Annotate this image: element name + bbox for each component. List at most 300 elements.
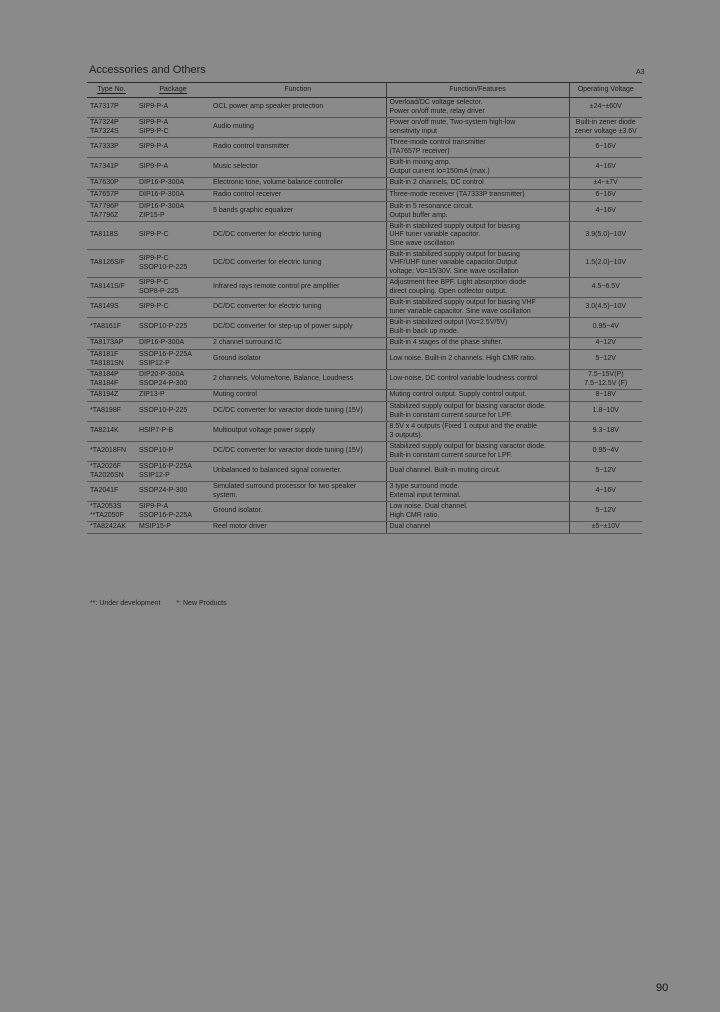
cell-voltage	[569, 442, 642, 462]
cell-type-no-line: TA8194Z	[90, 391, 119, 399]
cell-features-line: direct coupling. Open collector output.	[389, 287, 508, 295]
cell-package-line: SIP9-P-C	[139, 127, 169, 135]
table-row	[87, 202, 642, 222]
table-row	[87, 318, 642, 338]
cell-package-line: SSOP10-P-225	[139, 407, 188, 415]
cell-features	[386, 502, 569, 522]
cell-features	[386, 250, 569, 278]
cell-package-line: SSOP10-P	[139, 447, 174, 455]
cell-voltage-line: 5~12V	[595, 507, 616, 515]
cell-voltage-line: ±24~±60V	[589, 103, 622, 111]
cell-type-no-line: TA7333P	[90, 143, 119, 151]
table-row	[87, 338, 642, 350]
cell-features-line: Output current Io=150mA (max.)	[389, 167, 490, 175]
cell-features-line: Low-noise, DC control variable loudness control	[389, 375, 538, 383]
table-row	[87, 138, 642, 158]
cell-function-line: system.	[213, 491, 238, 499]
cell-function-line: Music selector	[213, 163, 258, 171]
cell-function	[210, 338, 386, 350]
cell-type-no	[87, 222, 136, 250]
cell-function	[210, 442, 386, 462]
cell-function-line: DC/DC converter for step-up of power supply	[213, 323, 353, 331]
cell-package	[136, 422, 210, 442]
cell-function-line: 2 channel surround IC	[213, 339, 282, 347]
cell-function	[210, 190, 386, 202]
cell-voltage-line: 5~12V	[595, 467, 616, 475]
cell-voltage	[569, 462, 642, 482]
cell-type-no-line: TA2041F	[90, 487, 119, 495]
table-row	[87, 178, 642, 190]
product-table	[87, 82, 642, 534]
cell-function-line: Electronic tone, volume balance controller	[213, 179, 343, 187]
cell-voltage-line: ±4~±7V	[593, 179, 618, 187]
cell-package-line: SSOP16-P-225A	[139, 351, 192, 359]
cell-type-no-line: *TA2053S	[90, 503, 122, 511]
cell-voltage	[569, 350, 642, 370]
cell-function	[210, 462, 386, 482]
cell-package-line: SIP9-P-A	[139, 163, 169, 171]
cell-features	[386, 178, 569, 190]
cell-package	[136, 370, 210, 390]
cell-type-no-line: **TA2050F	[90, 511, 124, 519]
cell-type-no	[87, 250, 136, 278]
cell-function	[210, 502, 386, 522]
cell-type-no	[87, 350, 136, 370]
cell-package-line: SIP9-P-C	[139, 231, 169, 239]
cell-type-no-line: TA7796P	[90, 203, 119, 211]
cell-type-no	[87, 422, 136, 442]
column-header-features: Function/Features	[386, 83, 569, 98]
cell-type-no	[87, 118, 136, 138]
cell-package	[136, 250, 210, 278]
cell-voltage	[569, 522, 642, 534]
cell-voltage	[569, 138, 642, 158]
cell-voltage-line: 0.95~4V	[592, 323, 619, 331]
cell-package	[136, 522, 210, 534]
cell-type-no	[87, 298, 136, 318]
table-row	[87, 462, 642, 482]
cell-features-line: Extemal input terminal.	[389, 491, 461, 499]
cell-features	[386, 422, 569, 442]
cell-function	[210, 98, 386, 118]
cell-features-line: VHF/UHF tuner variable capacitor.Output	[389, 259, 518, 267]
cell-function-line: DC/DC converter for electric tuning	[213, 303, 322, 311]
cell-features-line: 3 type surround mode.	[389, 483, 460, 491]
cell-package-line: SSOP16-P-225A	[139, 463, 192, 471]
cell-features	[386, 522, 569, 534]
cell-package	[136, 98, 210, 118]
cell-features	[386, 298, 569, 318]
cell-voltage	[569, 250, 642, 278]
cell-function-line: DC/DC converter for varactor diode tuning (15V)	[213, 447, 363, 455]
cell-type-no	[87, 502, 136, 522]
footnote-under-development: **: Under development	[90, 600, 161, 607]
cell-function	[210, 318, 386, 338]
cell-voltage-line: 6~16V	[595, 191, 616, 199]
cell-features-line: Power on/off mute, relay driver	[389, 107, 485, 115]
column-header-voltage: Operating Voltage	[569, 83, 642, 98]
cell-features-line: Built-in stabilized supply output for biasing VHF	[389, 299, 536, 307]
cell-function	[210, 298, 386, 318]
cell-features-line: Built-in stabilized supply output for biasing	[389, 251, 520, 259]
cell-package-line: SIP9-P-A	[139, 119, 169, 127]
cell-package	[136, 202, 210, 222]
cell-features-line: Dual channel. Built-in muting circuit.	[389, 467, 501, 475]
cell-features-line: voltage: Vo=15/30V. Sine wave oscillation	[389, 267, 519, 275]
cell-package-line: SIP9-P-C	[139, 255, 169, 263]
cell-package-line: DIP16-P-300A	[139, 339, 185, 347]
page-number: 90	[656, 982, 669, 994]
cell-type-no-line: TA8214K	[90, 427, 119, 435]
cell-features	[386, 222, 569, 250]
table-row	[87, 98, 642, 118]
cell-package	[136, 278, 210, 298]
cell-features	[386, 370, 569, 390]
cell-voltage	[569, 370, 642, 390]
cell-function	[210, 402, 386, 422]
cell-features-line: Overload/DC voltage selector.	[389, 99, 483, 107]
cell-function	[210, 422, 386, 442]
cell-package-line: DIP16-P-300A	[139, 179, 185, 187]
table-row	[87, 250, 642, 278]
cell-function-line: Infrared rays remote control pre amplifier	[213, 283, 340, 291]
cell-features-line: Built-in 4 stages of the phase shifter.	[389, 339, 503, 347]
cell-package	[136, 442, 210, 462]
cell-features	[386, 158, 569, 178]
cell-type-no-line: TA8149S	[90, 303, 119, 311]
cell-voltage-line: 3.9(5.0)~10V	[585, 231, 627, 239]
cell-voltage-line: 4.5~6.5V	[591, 283, 620, 291]
cell-voltage-line: Built-in zener diode	[575, 119, 636, 127]
cell-features-line: (TA7657P receiver)	[389, 147, 450, 155]
cell-function-line: Reel motor driver	[213, 523, 267, 531]
cell-function-line: Muting control	[213, 391, 257, 399]
cell-package	[136, 350, 210, 370]
cell-type-no-line: TA7324P	[90, 119, 119, 127]
cell-package-line: SIP9-P-A	[139, 103, 169, 111]
cell-features	[386, 318, 569, 338]
cell-package-line: SSOP24-P-300	[139, 379, 188, 387]
cell-type-no	[87, 178, 136, 190]
cell-package-line: SSIP12-P	[139, 471, 170, 479]
cell-features	[386, 118, 569, 138]
cell-type-no-line: TA7796Z	[90, 211, 119, 219]
cell-package-line: HSIP7-P-B	[139, 427, 174, 435]
cell-features	[386, 202, 569, 222]
cell-voltage-line: zener voltage ±3.6V	[574, 127, 637, 135]
footnotes	[90, 600, 241, 607]
cell-package	[136, 502, 210, 522]
cell-features	[386, 278, 569, 298]
cell-features	[386, 138, 569, 158]
cell-type-no	[87, 482, 136, 502]
cell-function-line: Ground isolator	[213, 355, 261, 363]
cell-features	[386, 338, 569, 350]
cell-package	[136, 158, 210, 178]
cell-features	[386, 462, 569, 482]
cell-type-no	[87, 318, 136, 338]
cell-type-no	[87, 462, 136, 482]
cell-voltage	[569, 158, 642, 178]
cell-features-line: Built-in constant current source for LPF.	[389, 411, 513, 419]
cell-function	[210, 178, 386, 190]
cell-function-line: Radio control transmitter	[213, 143, 290, 151]
cell-type-no-line: TA8184F	[90, 379, 119, 387]
cell-package-line: SSOP16-P-225A	[139, 511, 192, 519]
cell-features-line: Low noise. Dual channel.	[389, 503, 468, 511]
cell-features-line: Built-in 2 channels, DC control	[389, 179, 484, 187]
cell-function	[210, 278, 386, 298]
cell-function	[210, 202, 386, 222]
cell-package-line: SIP9-P-A	[139, 503, 169, 511]
cell-voltage-line: 4~16V	[595, 163, 616, 171]
cell-function-line: Audio muting	[213, 123, 254, 131]
cell-type-no-line: TA8184P	[90, 371, 119, 379]
cell-type-no	[87, 522, 136, 534]
cell-features-line: Built-in stabilized output (Vo=2.5V/5V)	[389, 319, 508, 327]
table-row	[87, 422, 642, 442]
cell-function-line: 2 channels, Volume/tone, Balance, Loudness	[213, 375, 354, 383]
cell-voltage	[569, 298, 642, 318]
cell-voltage-line: 7.5~15V(P)	[587, 371, 624, 379]
cell-voltage-line: 7.5~12.5V (F)	[584, 379, 628, 387]
cell-features-line: High CMR ratio.	[389, 511, 440, 519]
cell-type-no	[87, 442, 136, 462]
cell-voltage-line: 1.5(2.0)~10V	[585, 259, 627, 267]
cell-package-line: DIP20-P-300A	[139, 371, 185, 379]
cell-voltage-line: 9.3~18V	[592, 427, 619, 435]
cell-features-line: Stabilized supply output for biasing varactor diode.	[389, 403, 546, 411]
cell-features-line: Built-in back up mode.	[389, 327, 459, 335]
cell-function-line: Unbalanced to balanced signal converter.	[213, 467, 342, 475]
cell-type-no	[87, 190, 136, 202]
cell-function-line: Multioutput voltage power supply	[213, 427, 315, 435]
cell-type-no	[87, 98, 136, 118]
cell-type-no-line: TA8141S/F	[90, 283, 125, 291]
cell-function	[210, 350, 386, 370]
cell-package	[136, 318, 210, 338]
cell-type-no-line: TA8181SN	[90, 359, 124, 367]
cell-voltage-line: 0.95~4V	[592, 447, 619, 455]
cell-package	[136, 482, 210, 502]
cell-function-line: OCL power amp speaker protection	[213, 103, 324, 111]
cell-package	[136, 118, 210, 138]
cell-function-line: DC/DC converter for varactor diode tuning (15V)	[213, 407, 363, 415]
cell-type-no	[87, 138, 136, 158]
cell-type-no-line: TA8173AP	[90, 339, 124, 347]
cell-features-line: Built-in 5 resonance circuit.	[389, 203, 474, 211]
cell-package	[136, 462, 210, 482]
cell-function	[210, 390, 386, 402]
cell-voltage-line: 5~12V	[595, 355, 616, 363]
cell-package	[136, 138, 210, 158]
cell-voltage-line: 6~16V	[595, 143, 616, 151]
cell-type-no	[87, 370, 136, 390]
cell-features-line: Three-mode control transmitter	[389, 139, 486, 147]
section-code: A3	[636, 69, 645, 76]
cell-features-line: Adjustment free BPF. Light absorption diode	[389, 279, 527, 287]
cell-features-line: Three-mode receiver (TA7333P transmitter)	[389, 191, 525, 199]
cell-voltage	[569, 118, 642, 138]
cell-voltage-line: 4~16V	[595, 487, 616, 495]
cell-features-line: Sine wave oscillation	[389, 239, 455, 247]
cell-package-line: DIP16-P-300A	[139, 203, 185, 211]
cell-features-line: Dual channel	[389, 523, 431, 531]
cell-package-line: SIP9-P-A	[139, 143, 169, 151]
cell-features	[386, 98, 569, 118]
table-row	[87, 190, 642, 202]
cell-package	[136, 390, 210, 402]
cell-function	[210, 522, 386, 534]
cell-features-line: UHF tuner variable capacitor.	[389, 231, 481, 239]
cell-voltage-line: 4~16V	[595, 207, 616, 215]
cell-features-line: Muting control output. Supply control output.	[389, 391, 527, 399]
cell-type-no-line: TA7341P	[90, 163, 119, 171]
cell-type-no-line: *TA8161F	[90, 323, 121, 331]
cell-package-line: SIP9-P-C	[139, 303, 169, 311]
cell-package-line: MSIP15-P	[139, 523, 171, 531]
cell-voltage	[569, 190, 642, 202]
cell-voltage	[569, 422, 642, 442]
table-row	[87, 298, 642, 318]
cell-function-line: Radio control receiver	[213, 191, 282, 199]
cell-features-line: Stabilized supply output for biasing varactor diode.	[389, 443, 546, 451]
cell-voltage-line: 8~18V	[595, 391, 616, 399]
table-row	[87, 402, 642, 422]
cell-package	[136, 190, 210, 202]
cell-package	[136, 338, 210, 350]
cell-type-no-line: *TA8198F	[90, 407, 121, 415]
cell-function	[210, 370, 386, 390]
cell-type-no-line: TA7324S	[90, 127, 119, 135]
cell-function	[210, 138, 386, 158]
cell-function-line: DC/DC converter for electric tuning	[213, 231, 322, 239]
cell-features	[386, 402, 569, 422]
cell-function	[210, 250, 386, 278]
cell-voltage	[569, 278, 642, 298]
table-row	[87, 222, 642, 250]
table-row	[87, 158, 642, 178]
cell-features-line: Built-in mixing amp.	[389, 159, 451, 167]
cell-type-no-line: TA7657P	[90, 191, 119, 199]
cell-features-line: Output buffer amp.	[389, 211, 448, 219]
cell-package-line: SSOP10-P-225	[139, 263, 188, 271]
cell-function-line: Simulated surround processor for two speaker	[213, 483, 357, 491]
cell-function	[210, 118, 386, 138]
cell-type-no	[87, 402, 136, 422]
cell-type-no-line: TA7317P	[90, 103, 119, 111]
cell-package	[136, 298, 210, 318]
cell-voltage	[569, 502, 642, 522]
cell-package-line: SSOP10-P-225	[139, 323, 188, 331]
cell-voltage-line: 1.8~10V	[592, 407, 619, 415]
cell-package-line: DIP16-P-300A	[139, 191, 185, 199]
cell-features-line: 8.5V x 4 outputs (Fixed 1 output and the enable	[389, 423, 537, 431]
cell-features-line: Built-in constant current source for LPF.	[389, 451, 513, 459]
table-row	[87, 502, 642, 522]
cell-type-no-line: TA8126S/F	[90, 259, 125, 267]
cell-package-line: SIP9-P-C	[139, 279, 169, 287]
cell-type-no-line: TA8118S	[90, 231, 119, 239]
cell-voltage	[569, 318, 642, 338]
cell-voltage	[569, 202, 642, 222]
cell-function	[210, 222, 386, 250]
footnote-new-products: *: New Products	[176, 600, 227, 607]
cell-features	[386, 442, 569, 462]
table-row	[87, 278, 642, 298]
cell-function-line: Ground isolator.	[213, 507, 263, 515]
cell-type-no	[87, 338, 136, 350]
table-row	[87, 390, 642, 402]
cell-voltage-line: 3.0(4.5)~10V	[585, 303, 627, 311]
cell-voltage	[569, 222, 642, 250]
cell-package-line: SOP8-P-225	[139, 287, 179, 295]
cell-function-line: 5 bands graphic equalizer	[213, 207, 294, 215]
cell-features	[386, 482, 569, 502]
cell-package-line: ZIP13-P	[139, 391, 165, 399]
cell-package	[136, 222, 210, 250]
cell-features-line: Low noise. Built-in 2 channels. High CMR ratio.	[389, 355, 536, 363]
cell-voltage	[569, 178, 642, 190]
cell-features-line: Power on/off mute, Two-system high-low	[389, 119, 516, 127]
cell-type-no	[87, 278, 136, 298]
cell-type-no-line: *TA2026F	[90, 463, 121, 471]
cell-features-line: tuner variable capacitor. Sine wave oscillation	[389, 307, 531, 315]
cell-package-line: SSIP12-P	[139, 359, 170, 367]
table-header-row	[87, 83, 642, 98]
table-row	[87, 118, 642, 138]
column-header-package: Package	[136, 83, 210, 98]
table-row	[87, 350, 642, 370]
table-row	[87, 370, 642, 390]
cell-type-no	[87, 158, 136, 178]
cell-voltage-line: ±5~±10V	[591, 523, 620, 531]
column-header-function: Function	[210, 83, 386, 98]
cell-voltage	[569, 338, 642, 350]
table-row	[87, 522, 642, 534]
cell-features	[386, 390, 569, 402]
cell-type-no-line: *TA2018FN	[90, 447, 127, 455]
cell-function	[210, 158, 386, 178]
cell-type-no-line: TA8181F	[90, 351, 119, 359]
cell-features-line: sensitivity input	[389, 127, 437, 135]
cell-type-no-line: TA2026SN	[90, 471, 124, 479]
cell-features-line: Built-in stabilized supply output for biasing	[389, 223, 520, 231]
cell-features-line: 3 outputs).	[389, 431, 423, 439]
cell-type-no	[87, 202, 136, 222]
cell-voltage	[569, 482, 642, 502]
cell-type-no	[87, 390, 136, 402]
cell-function-line: DC/DC converter for electric tuning	[213, 259, 322, 267]
cell-package	[136, 178, 210, 190]
cell-package	[136, 402, 210, 422]
cell-package-line: ZIP15-P	[139, 211, 165, 219]
section-title: Accessories and Others	[89, 64, 206, 76]
cell-voltage	[569, 390, 642, 402]
cell-features	[386, 190, 569, 202]
cell-package-line: SSOP24-P-300	[139, 487, 188, 495]
column-header-type: Type No.	[87, 83, 136, 98]
cell-voltage	[569, 402, 642, 422]
cell-type-no-line: *TA8242AK	[90, 523, 127, 531]
cell-features	[386, 350, 569, 370]
table-row	[87, 482, 642, 502]
cell-type-no-line: TA7630P	[90, 179, 119, 187]
cell-voltage	[569, 98, 642, 118]
cell-function	[210, 482, 386, 502]
table-row	[87, 442, 642, 462]
cell-voltage-line: 4~12V	[595, 339, 616, 347]
